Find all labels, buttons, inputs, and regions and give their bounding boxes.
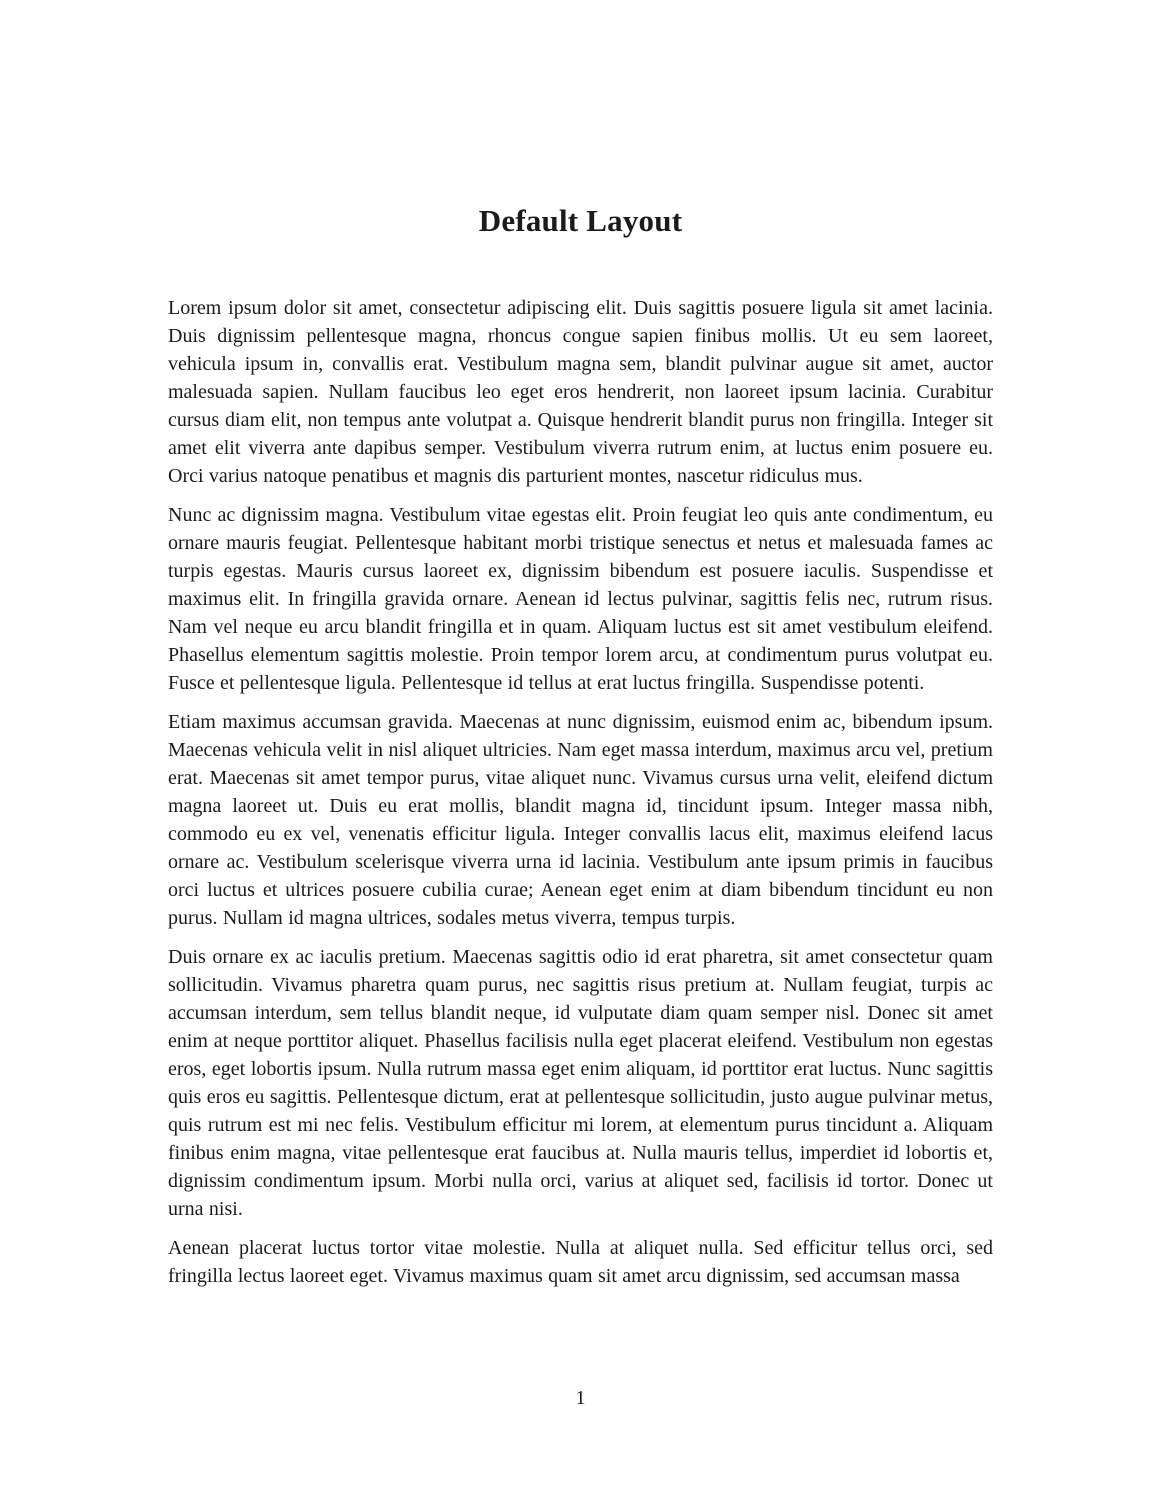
paragraph: Etiam maximus accumsan gravida. Maecenas at nunc dignissim, euismod enim ac, bibendum ipsum. Maecenas vehicula velit in nisl aliquet ultricies. Nam eget massa interdum, maximus arcu vel, pretium erat. Maecenas sit amet tempor purus, vitae aliquet nunc. Vivamus cursus urna velit, eleifend dictum magna laoreet ut. Duis eu erat mollis, blandit magna id, tincidunt ipsum. Integer massa nibh, commodo eu ex vel, venenatis efficitur ligula. Integer convallis lacus elit, maximus eleifend lacus ornare ac. Vestibulum scelerisque viverra urna id lacinia. Vestibulum ante ipsum primis in faucibus orci luctus et ultrices posuere cubilia curae; Aenean eget enim at diam bibendum tincidunt eu non purus. Nullam id magna ultrices, sodales metus viverra, tempus turpis. [168,711,993,929]
paragraph: Aenean placerat luctus tortor vitae molestie. Nulla at aliquet nulla. Sed efficitur tellus orci, sed fringilla lectus laoreet eget. Vivamus maximus quam sit amet arcu dignissim, sed accumsan massa [168,1237,993,1287]
paragraph: Lorem ipsum dolor sit amet, consectetur adipiscing elit. Duis sagittis posuere ligula sit amet lacinia. Duis dignissim pellentesque magna, rhoncus congue sapien finibus mollis. Ut eu sem laoreet, vehicula ipsum in, convallis erat. Vestibulum magna sem, blandit pulvinar augue sit amet, auctor malesuada sapien. Nullam faucibus leo eget eros hendrerit, non laoreet ipsum lacinia. Curabitur cursus diam elit, non tempus ante volutpat a. Quisque hendrerit blandit purus non fringilla. Integer sit amet elit viverra ante dapibus semper. Vestibulum viverra rutrum enim, at luctus enim posuere eu. Orci varius natoque penatibus et magnis dis parturient montes, nascetur ridiculus mus. [168,297,993,487]
document-title: Default Layout [478,203,683,238]
page-footer [0,1387,1161,1410]
paragraph: Duis ornare ex ac iaculis pretium. Maecenas sagittis odio id erat pharetra, sit amet consectetur quam sollicitudin. Vivamus pharetra quam purus, nec sagittis risus pretium at. Nullam feugiat, turpis ac accumsan interdum, sem tellus blandit neque, id vulputate diam quam semper nisl. Donec sit amet enim at neque porttitor aliquet. Phasellus facilisis nulla eget placerat eleifend. Vestibulum non egestas eros, eget lobortis ipsum. Nulla rutrum massa eget enim aliquam, id porttitor erat luctus. Nunc sagittis quis eros eu sagittis. Pellentesque dictum, erat at pellentesque sollicitudin, justo augue pulvinar metus, quis rutrum est mi nec felis. Vestibulum efficitur mi lorem, at elementum purus tincidunt a. Aliquam finibus enim magna, vitae pellentesque erat faucibus at. Nulla mauris tellus, imperdiet id lobortis et, dignissim condimentum ipsum. Morbi nulla orci, varius at aliquet sed, facilisis id tortor. Donec ut urna nisi. [168,946,993,1220]
page-number: 1 [575,1387,586,1409]
document-body [168,294,993,1290]
paragraph: Nunc ac dignissim magna. Vestibulum vitae egestas elit. Proin feugiat leo quis ante condimentum, eu ornare mauris feugiat. Pellentesque habitant morbi tristique senectus et netus et malesuada fames ac turpis egestas. Mauris cursus laoreet ex, dignissim bibendum est posuere iaculis. Suspendisse et maximus elit. In fringilla gravida ornare. Aenean id lectus pulvinar, sagittis felis nec, rutrum risus. Nam vel neque eu arcu blandit fringilla et in quam. Aliquam luctus est sit amet vestibulum eleifend. Phasellus elementum sagittis molestie. Proin tempor lorem arcu, at condimentum purus volutpat eu. Fusce et pellentesque ligula. Pellentesque id tellus at erat luctus fringilla. Suspendisse potenti. [168,504,993,694]
